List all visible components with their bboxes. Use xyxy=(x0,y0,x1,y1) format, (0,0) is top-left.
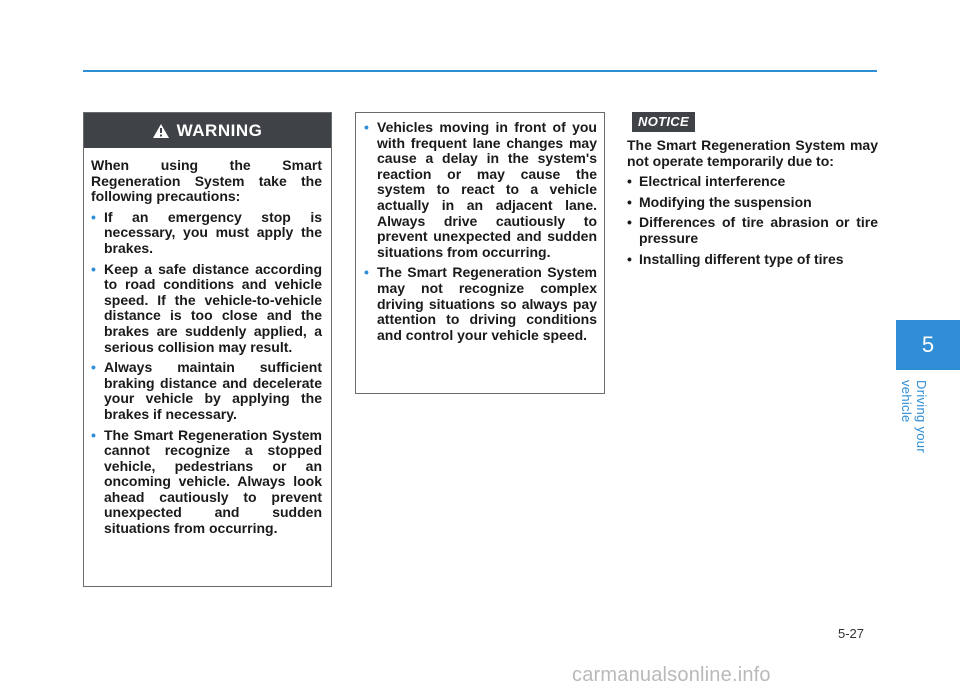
warning-title: WARNING xyxy=(176,120,263,140)
notice-section xyxy=(627,112,878,267)
notice-text: The Smart Regeneration System may not operate temporarily due to: xyxy=(627,137,878,169)
notice-item: • Differences of tire abrasion or tire pressure xyxy=(627,214,878,246)
notice-badge: NOTICE xyxy=(632,112,695,132)
bullet-icon: • xyxy=(627,193,632,210)
notice-item: • Installing different type of tires xyxy=(627,250,844,267)
warning-item: • Keep a safe distance according to road conditions and vehicle speed. If the vehicle-to-vehicle distance is too close and the brakes are suddenly applied, a serious collision may result. xyxy=(91,260,322,355)
warning-list xyxy=(91,210,322,537)
notice-list xyxy=(627,174,878,267)
bullet-icon: • xyxy=(91,208,96,225)
continued-item: • The Smart Regeneration System may not recognize complex driving situations so always pay attention to driving conditions and control your vehicle speed. xyxy=(364,264,597,343)
warning-item: • Always maintain sufficient braking distance and decelerate your vehicle by applying the brakes if necessary. xyxy=(91,359,322,422)
warning-triangle-icon xyxy=(153,124,169,138)
warning-continued-box xyxy=(355,112,605,394)
top-rule xyxy=(83,70,877,72)
warning-header xyxy=(84,113,331,148)
continued-list xyxy=(364,120,597,343)
watermark: carmanualsonline.info xyxy=(572,664,771,686)
bullet-icon: • xyxy=(627,214,632,231)
chapter-tab: 5 xyxy=(896,320,960,370)
warning-box xyxy=(83,112,332,587)
warning-item: • If an emergency stop is necessary, you must apply the brakes. xyxy=(91,208,322,256)
chapter-label: Driving your vehicle xyxy=(899,380,929,453)
bullet-icon: • xyxy=(91,359,96,376)
bullet-icon: • xyxy=(91,426,96,443)
bullet-icon: • xyxy=(627,173,632,190)
notice-item: • Electrical interference xyxy=(627,173,786,190)
notice-item: • Modifying the suspension xyxy=(627,193,812,210)
bullet-icon: • xyxy=(91,260,96,277)
bullet-icon: • xyxy=(364,119,369,135)
warning-intro: When using the Smart Regeneration System take the following precautions: xyxy=(91,157,322,205)
continued-item: • Vehicles moving in front of you with frequent lane changes may cause a delay in the system's reaction or may cause the system to react to a vehicle actually in an adjacent lane. Always drive cautiously to prevent unexpected and sudden situations from occurring. xyxy=(364,119,597,260)
bullet-icon: • xyxy=(364,264,369,281)
warning-item: • The Smart Regeneration System cannot recognize a stopped vehicle, pedestrians or an oncoming vehicle. Always look ahead cautiously to prevent unexpected and sudden situations from occurring. xyxy=(91,426,322,537)
page-number: 5-27 xyxy=(838,626,865,641)
warning-body xyxy=(84,148,331,537)
bullet-icon: • xyxy=(627,250,632,267)
